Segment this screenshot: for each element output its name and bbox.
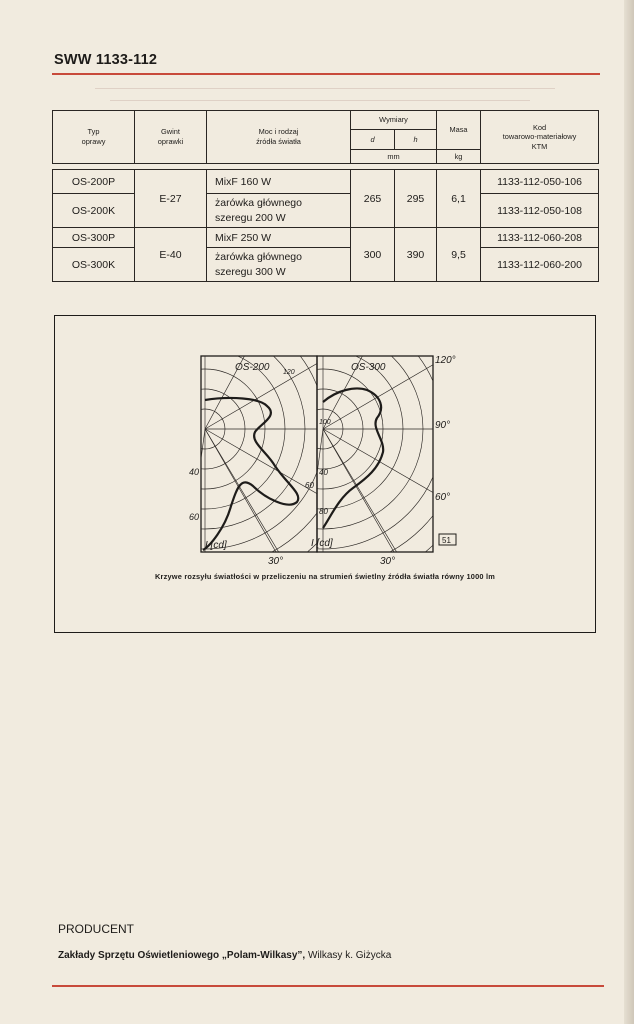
radius-80-right-label: 80 (319, 507, 328, 516)
left-curve (203, 398, 298, 550)
header-dimensions: Wymiary (351, 111, 437, 130)
page-edge (624, 0, 634, 1024)
thread-cell: E-40 (135, 228, 207, 282)
header-thread (135, 111, 207, 164)
polar-diagrams (55, 316, 595, 632)
header-code-text: Kod towarowo-materiałowy KTM (502, 122, 577, 151)
header-mass: Masa (437, 111, 481, 150)
thread-cell: E-27 (135, 170, 207, 228)
radius-120-label: 120 (283, 369, 295, 376)
unit-mm: mm (351, 150, 437, 164)
right-frame (317, 356, 433, 552)
d-cell: 300 (351, 228, 395, 282)
radius-100-label: 100 (319, 419, 331, 426)
d-cell: 265 (351, 170, 395, 228)
header-h: h (395, 130, 437, 150)
header-power (207, 111, 351, 164)
producer-place: Wilkasy k. Giżycka (307, 950, 392, 961)
code-cell: 1133-112-060-208 (481, 228, 599, 248)
mass-cell: 9,5 (437, 228, 481, 282)
header-thread-text: Gwint oprawki (157, 127, 184, 146)
left-grid (55, 316, 365, 616)
header-type (53, 111, 135, 164)
header-code (481, 111, 599, 164)
radius-60-left-label: 60 (189, 512, 200, 522)
code-cell: 1133-112-060-200 (481, 248, 599, 282)
radius-40-left-label: 40 (189, 467, 200, 477)
power-cell (207, 194, 351, 228)
spec-table (52, 110, 599, 282)
unit-kg: kg (437, 150, 481, 164)
header-d: d (351, 130, 395, 150)
figure-caption: Krzywe rozsyłu światłości w przeliczeniu na strumień świetlny źródła światła równy 1000 lm (154, 572, 495, 581)
ghost-line (95, 88, 555, 89)
producer-label: PRODUCENT (58, 922, 135, 936)
type-cell: OS-200P (53, 170, 135, 194)
document-code: SWW 1133-112 (54, 52, 158, 68)
right-title: OS-300 (351, 362, 386, 373)
angle-90-label: 90° (435, 420, 451, 431)
polar-figure (54, 315, 596, 633)
left-diagram (55, 316, 365, 616)
angle-60-label: 60° (435, 492, 451, 503)
power-text: żarówka głównego szeregu 200 W (215, 197, 302, 224)
power-cell (207, 248, 351, 282)
type-cell: OS-200K (53, 194, 135, 228)
footer-rule (52, 985, 604, 987)
power-cell: MixF 250 W (207, 228, 351, 248)
power-text: żarówka głównego szeregu 300 W (215, 251, 302, 278)
power-cell: MixF 160 W (207, 170, 351, 194)
h-cell: 390 (395, 228, 437, 282)
producer-line (58, 950, 391, 961)
angle-120-label: 120° (435, 355, 456, 366)
mass-cell: 6,1 (437, 170, 481, 228)
ghost-line (110, 100, 530, 101)
type-cell: OS-300P (53, 228, 135, 248)
table-row (53, 228, 599, 248)
radius-40-right-label: 40 (319, 468, 328, 477)
type-cell: OS-300K (53, 248, 135, 282)
header-rule (52, 73, 600, 75)
intensity-left-label: I [cd] (205, 540, 227, 551)
header-type-text: Typ oprawy (81, 127, 106, 146)
code-cell: 1133-112-050-108 (481, 194, 599, 228)
intensity-right-label: I [cd] (311, 538, 333, 549)
table-row (53, 170, 599, 194)
producer-name: Zakłady Sprzętu Oświetleniowego „Polam-Wilkasy”, (58, 950, 306, 961)
table-row (53, 194, 599, 228)
figure-number: 51 (442, 536, 451, 545)
angle-30-left-label: 30° (268, 556, 284, 567)
header-power-text: Moc i rodzaj źródła światła (256, 127, 301, 146)
left-title: OS-200 (235, 362, 270, 373)
radius-60-right-label: 60 (305, 481, 314, 490)
angle-30-right-label: 30° (380, 556, 396, 567)
h-cell: 295 (395, 170, 437, 228)
table-row (53, 248, 599, 282)
code-cell: 1133-112-050-106 (481, 170, 599, 194)
